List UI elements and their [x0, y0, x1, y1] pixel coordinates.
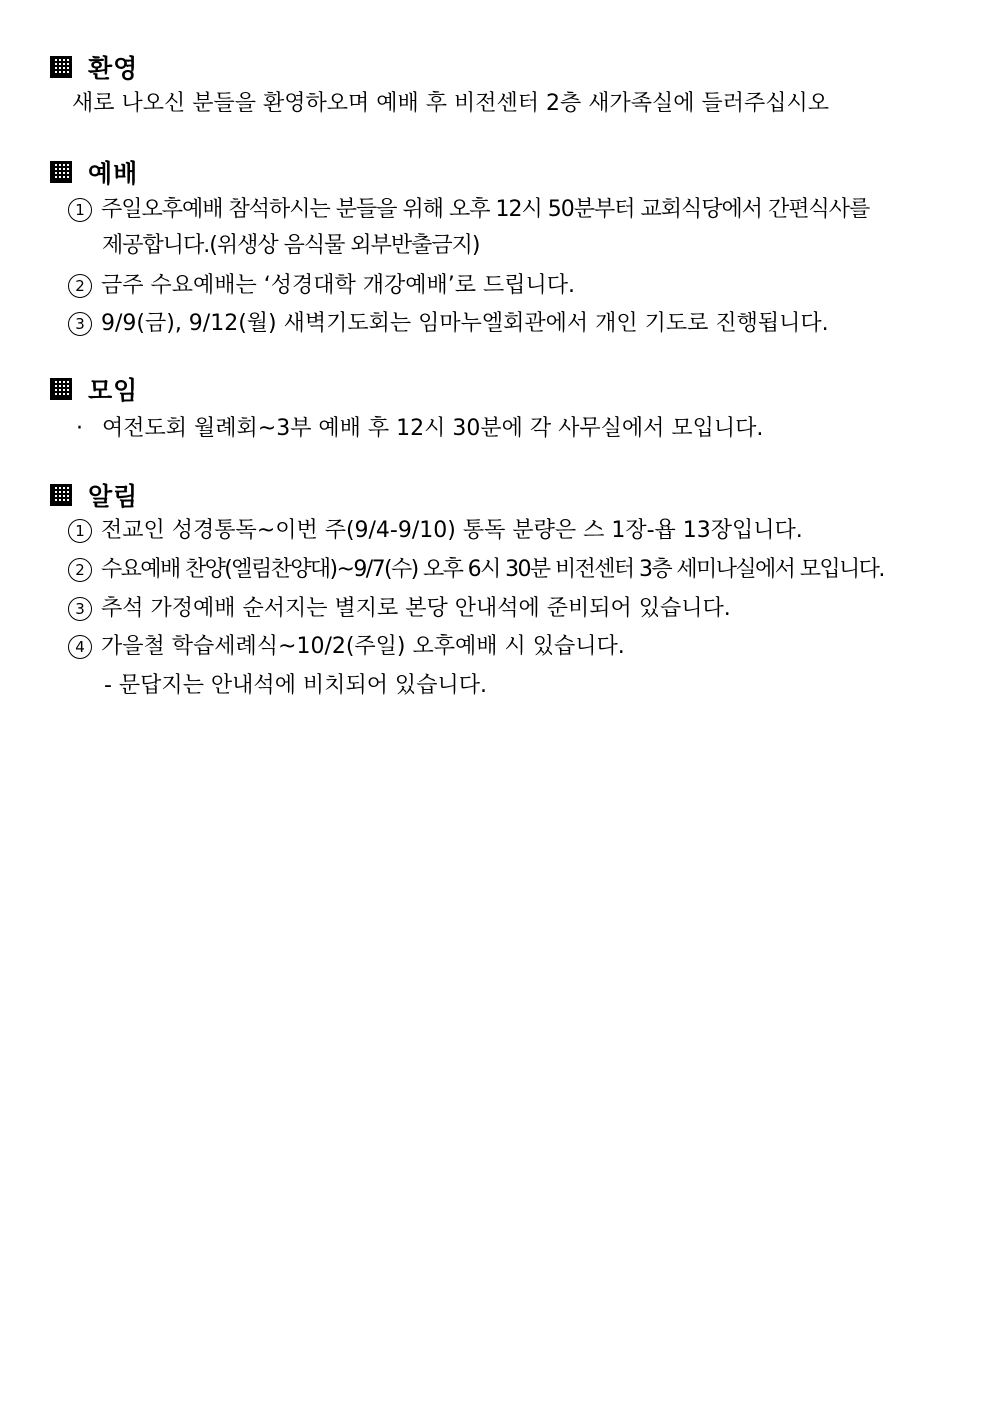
square-marker-icon: [50, 161, 72, 183]
bullet-dot: ·: [76, 416, 83, 441]
section-title: 알림: [88, 482, 139, 511]
item-text: 전교인 성경통독~이번 주(9/4-9/10) 통독 분량은 스 1장-욥 13장입니다.: [101, 518, 803, 543]
section-heading-meeting: [50, 371, 138, 407]
square-marker-icon: [50, 484, 72, 506]
section-heading-notice: [50, 477, 138, 513]
section-heading-worship: [50, 154, 138, 190]
notice-item-3: [68, 594, 731, 626]
worship-item-2: [68, 271, 575, 303]
item-text: 추석 가정예배 순서지는 별지로 본당 안내석에 준비되어 있습니다.: [101, 596, 731, 621]
notice-item-4-subnote: - 문답지는 안내석에 비치되어 있습니다.: [104, 673, 487, 698]
section-heading-welcome: [50, 49, 138, 85]
item-text: 가을철 학습세례식~10/2(주일) 오후예배 시 있습니다.: [101, 634, 625, 659]
section-title: 환영: [88, 54, 139, 83]
notice-item-2: [68, 555, 884, 587]
worship-item-3: [68, 309, 829, 341]
square-marker-icon: [50, 56, 72, 78]
item-text: 수요예배 찬양(엘림찬양대)~9/7(수) 오후 6시 30분 비전센터 3층 세미나실에서 모입니다.: [101, 557, 884, 582]
section-title: 모임: [88, 376, 139, 405]
notice-item-4: [68, 632, 625, 664]
item-text: 금주 수요예배는 ‘성경대학 개강예배’로 드립니다.: [101, 273, 575, 298]
welcome-text: 새로 나오신 분들을 환영하오며 예배 후 비전센터 2층 새가족실에 들러주십시오: [72, 91, 830, 116]
item-text: 9/9(금), 9/12(월) 새벽기도회는 임마누엘회관에서 개인 기도로 진행됩니다.: [101, 311, 829, 336]
meeting-item-1: [76, 414, 763, 444]
circled-number: 3: [68, 312, 92, 336]
circled-number: 2: [68, 274, 92, 298]
square-marker-icon: [50, 378, 72, 400]
worship-item-1: [68, 195, 869, 227]
notice-item-1: [68, 516, 803, 548]
circled-number: 4: [68, 635, 92, 659]
section-title: 예배: [88, 159, 139, 188]
circled-number: 3: [68, 597, 92, 621]
circled-number: 2: [68, 558, 92, 582]
circled-number: 1: [68, 519, 92, 543]
circled-number: 1: [68, 198, 92, 222]
item-text: 주일오후예배 참석하시는 분들을 위해 오후 12시 50분부터 교회식당에서 간편식사를: [101, 197, 870, 222]
item-text: 여전도회 월례회~3부 예배 후 12시 30분에 각 사무실에서 모입니다.: [102, 416, 764, 441]
worship-item-1-continuation: 제공합니다.(위생상 음식물 외부반출금지): [102, 233, 480, 258]
